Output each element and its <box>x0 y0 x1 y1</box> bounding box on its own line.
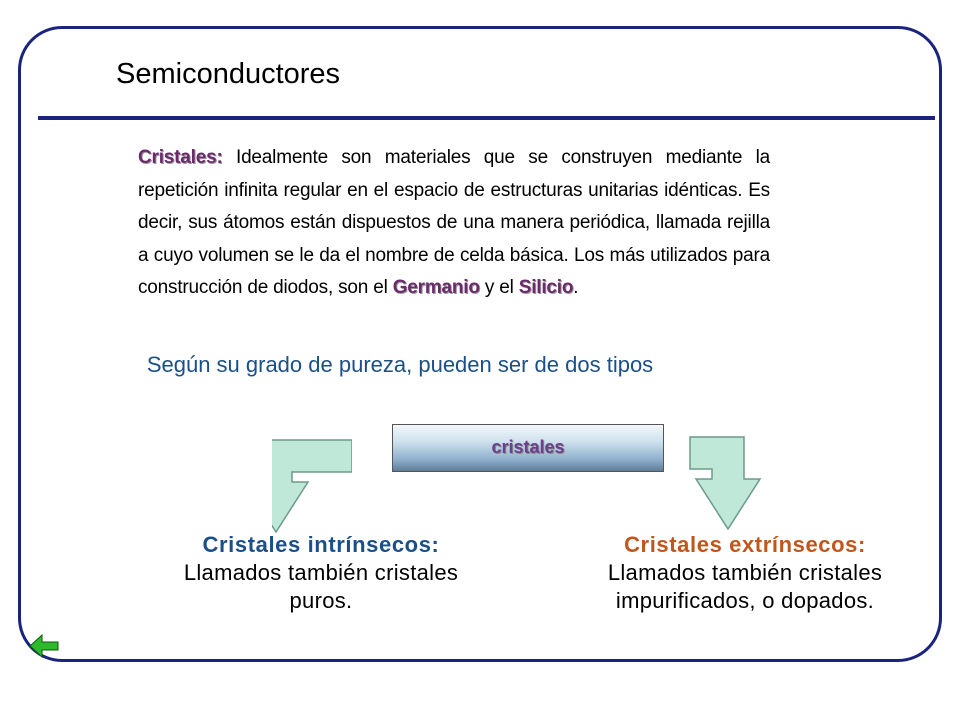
back-arrow-icon[interactable] <box>28 632 60 660</box>
crystals-box <box>392 424 664 472</box>
intrinsic-crystals <box>156 531 486 615</box>
material-germanio: Germanio <box>392 277 480 298</box>
bent-down-arrow-icon <box>272 436 352 536</box>
definition-term: Cristales: <box>138 147 223 168</box>
definition-body: Idealmente son materiales que se construyen mediante la repetición infinita regular en el espacio de estructuras unitarias idénticas. Es decir, sus átomos están dispuestos de una manera periódica, llamada rejilla a cuyo volumen se le da el nombre de celda básica. Los más utilizados para construcción de diodos, son el <box>138 147 770 298</box>
crystals-box-label: cristales <box>491 437 565 457</box>
extrinsic-crystals <box>580 531 910 615</box>
material-silicio: Silicio <box>518 277 574 298</box>
intrinsic-description: Llamados también cristales puros. <box>183 560 459 613</box>
slide-title: Semiconductores <box>116 58 341 90</box>
intrinsic-heading: Cristales intrínsecos: <box>202 532 440 557</box>
purity-note: Según su grado de pureza, pueden ser de dos tipos <box>146 352 654 377</box>
definition-connector: y el <box>479 277 519 298</box>
bent-down-arrow-icon <box>686 433 786 533</box>
crystal-definition <box>138 142 770 305</box>
extrinsic-heading: Cristales extrínsecos: <box>624 532 866 557</box>
title-divider <box>38 116 935 120</box>
extrinsic-description: Llamados también cristales impurificados, o dopados. <box>607 560 883 613</box>
definition-end: . <box>573 277 579 298</box>
